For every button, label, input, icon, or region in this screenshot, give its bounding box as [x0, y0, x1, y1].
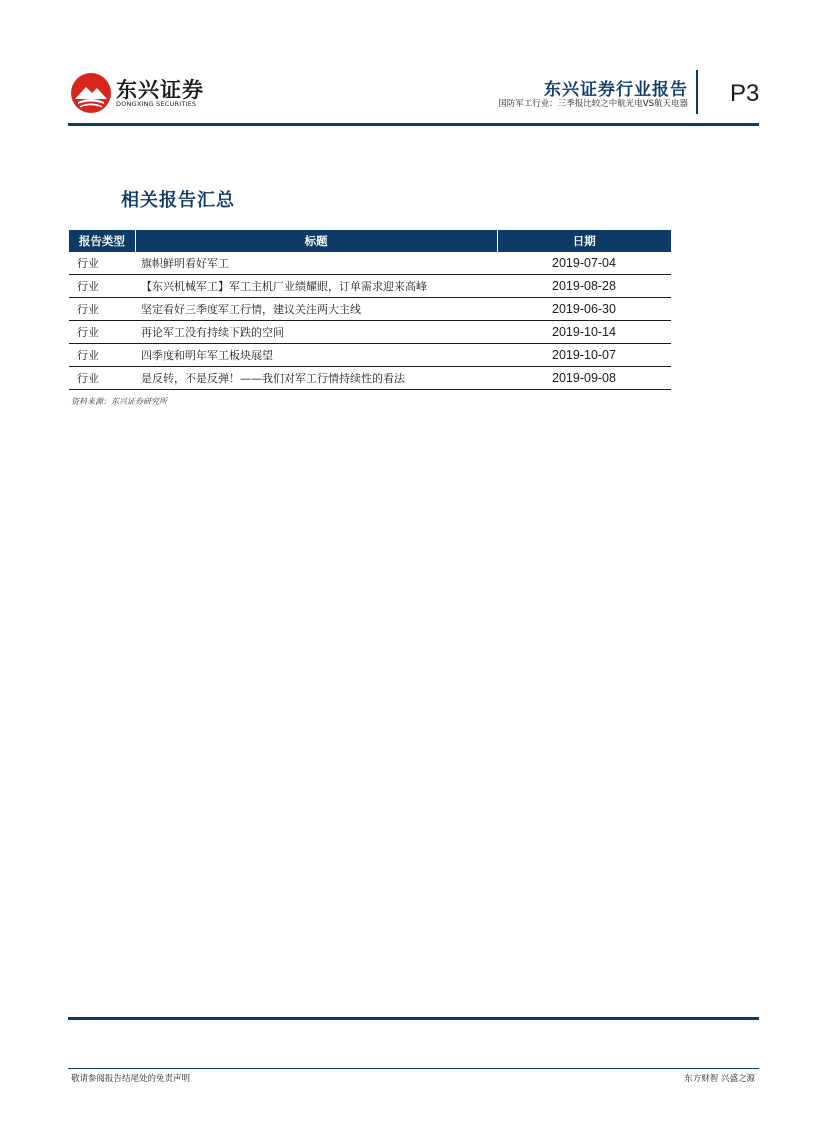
cell-type: 行业 — [77, 326, 99, 339]
cell-type: 行业 — [77, 257, 99, 270]
cell-type: 行业 — [77, 280, 99, 293]
cell-date: 2019-10-14 — [552, 325, 616, 339]
cell-type: 行业 — [77, 372, 99, 385]
table-row — [69, 367, 671, 390]
logo-wordmark: 东兴证券 — [116, 78, 204, 102]
logo-english-name: DONGXING SECURITIES — [116, 100, 197, 108]
column-header-title: 标题 — [136, 230, 498, 252]
table-header-row — [69, 230, 671, 252]
cell-date: 2019-09-08 — [552, 371, 616, 385]
cell-type: 行业 — [77, 303, 99, 316]
cell-title: 四季度和明年军工板块展望 — [141, 349, 273, 362]
cell-title: 再论军工没有持续下跌的空间 — [141, 326, 284, 339]
related-reports-table — [69, 230, 671, 390]
cell-date: 2019-06-30 — [552, 302, 616, 316]
report-subtitle: 国防军工行业：三季报比较之中航光电VS航天电器 — [498, 99, 688, 109]
column-header-date: 日期 — [572, 234, 596, 248]
table-row — [69, 252, 671, 275]
table-row — [69, 298, 671, 321]
report-type-title: 东兴证券行业报告 — [544, 80, 688, 100]
table-row — [69, 321, 671, 344]
column-header-type: 报告类型 — [69, 230, 136, 252]
cell-title: 坚定看好三季度军工行情，建议关注两大主线 — [141, 303, 361, 316]
table-row — [69, 344, 671, 367]
cell-title: 【东兴机械军工】军工主机厂业绩耀眼，订单需求迎来高峰 — [141, 280, 427, 293]
cell-type: 行业 — [77, 349, 99, 362]
cell-date: 2019-07-04 — [552, 256, 616, 270]
header-divider — [696, 70, 698, 114]
table-row — [69, 275, 671, 298]
cell-title: 旗帜鲜明看好军工 — [141, 257, 229, 270]
footer-disclaimer-note: 敬请参阅报告结尾处的免责声明 — [71, 1074, 191, 1084]
page-number: P3 — [730, 80, 760, 107]
cell-date: 2019-10-07 — [552, 348, 616, 362]
footer-rule-bottom — [68, 1068, 759, 1069]
cell-date: 2019-08-28 — [552, 279, 616, 293]
header-rule — [68, 123, 759, 126]
footer-rule-top — [68, 1017, 759, 1020]
footer-slogan: 东方财智 兴盛之源 — [684, 1074, 755, 1084]
section-title: 相关报告汇总 — [121, 190, 235, 211]
company-logo-icon — [70, 72, 112, 114]
table-source-note: 资料来源：东兴证券研究所 — [71, 397, 167, 406]
cell-title: 是反转，不是反弹！——我们对军工行情持续性的看法 — [141, 372, 405, 385]
